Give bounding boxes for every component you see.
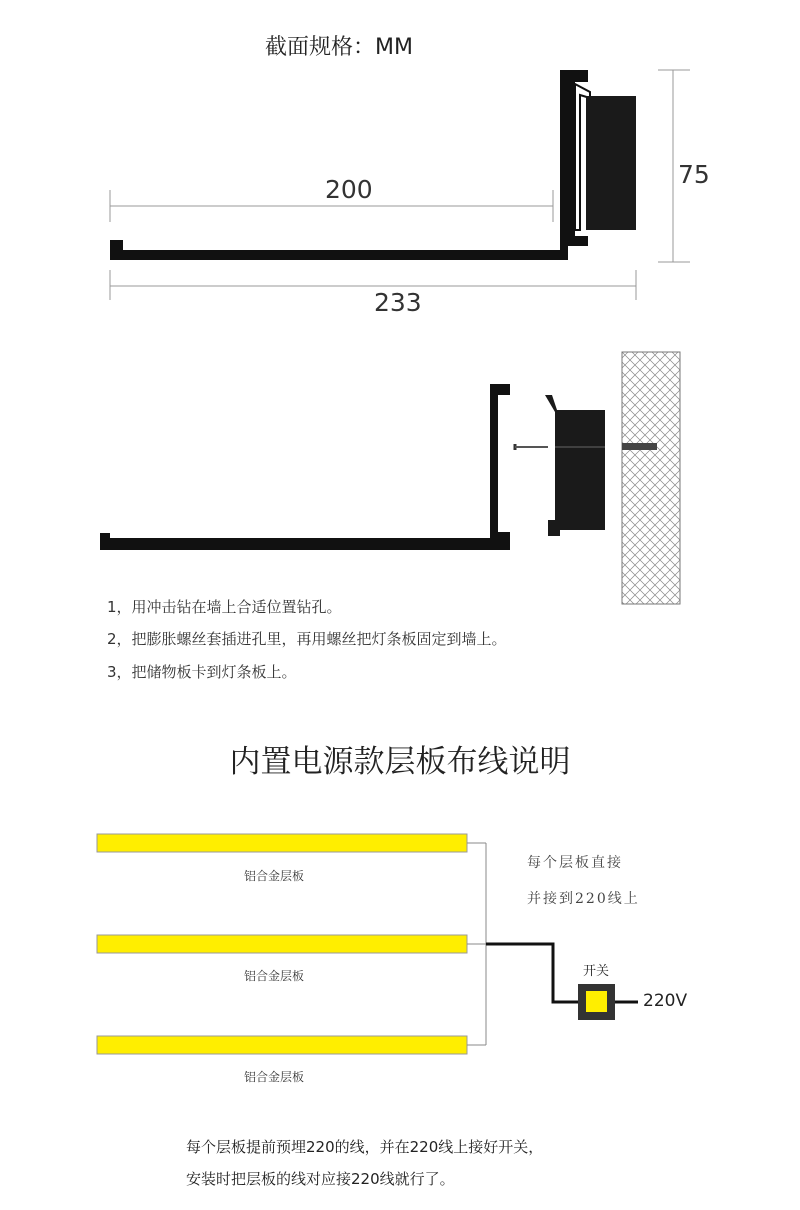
switch-label: 开关 bbox=[583, 964, 610, 979]
spec-title: 截面规格：MM bbox=[265, 35, 413, 60]
install-screw bbox=[515, 444, 548, 450]
instruction-line-1: 每个层板提前预埋220的线，并在220线上接好开关， bbox=[186, 1138, 544, 1156]
install-shelf-profile bbox=[100, 384, 510, 550]
panel-label: 铝合金层板 bbox=[244, 969, 305, 983]
wiring-section-title: 内置电源款层板布线说明 bbox=[229, 744, 571, 780]
install-step-1: 1，用冲击钻在墙上合适位置钻孔。 bbox=[107, 598, 342, 616]
wiring-note-line-1: 每个层板直接 bbox=[527, 855, 623, 871]
profile-base bbox=[110, 240, 560, 260]
panel-label: 铝合金层板 bbox=[244, 1070, 305, 1084]
install-step-2: 2，把膨胀螺丝套插进孔里，再用螺丝把灯条板固定到墙上。 bbox=[107, 630, 507, 648]
panel-label: 铝合金层板 bbox=[244, 869, 305, 883]
install-wall-bracket bbox=[545, 395, 605, 536]
dimension-75-label: 75 bbox=[678, 160, 710, 189]
wiring-note-line-2: 并接到220线上 bbox=[527, 891, 640, 907]
cross-section-profile bbox=[110, 70, 636, 260]
switch-box bbox=[578, 984, 615, 1020]
dimension-233-line bbox=[110, 270, 636, 300]
dimension-200-label: 200 bbox=[325, 175, 373, 204]
instruction-line-2: 安装时把层板的线对应接220线就行了。 bbox=[186, 1170, 455, 1188]
profile-led-block bbox=[586, 96, 636, 230]
panel-bar bbox=[97, 1036, 467, 1054]
voltage-label: 220V bbox=[643, 991, 688, 1011]
install-wall bbox=[622, 352, 680, 604]
panel-bar bbox=[97, 935, 467, 953]
install-step-3: 3，把储物板卡到灯条板上。 bbox=[107, 663, 297, 681]
panel-bar bbox=[97, 834, 467, 852]
dimension-233-label: 233 bbox=[374, 288, 422, 317]
